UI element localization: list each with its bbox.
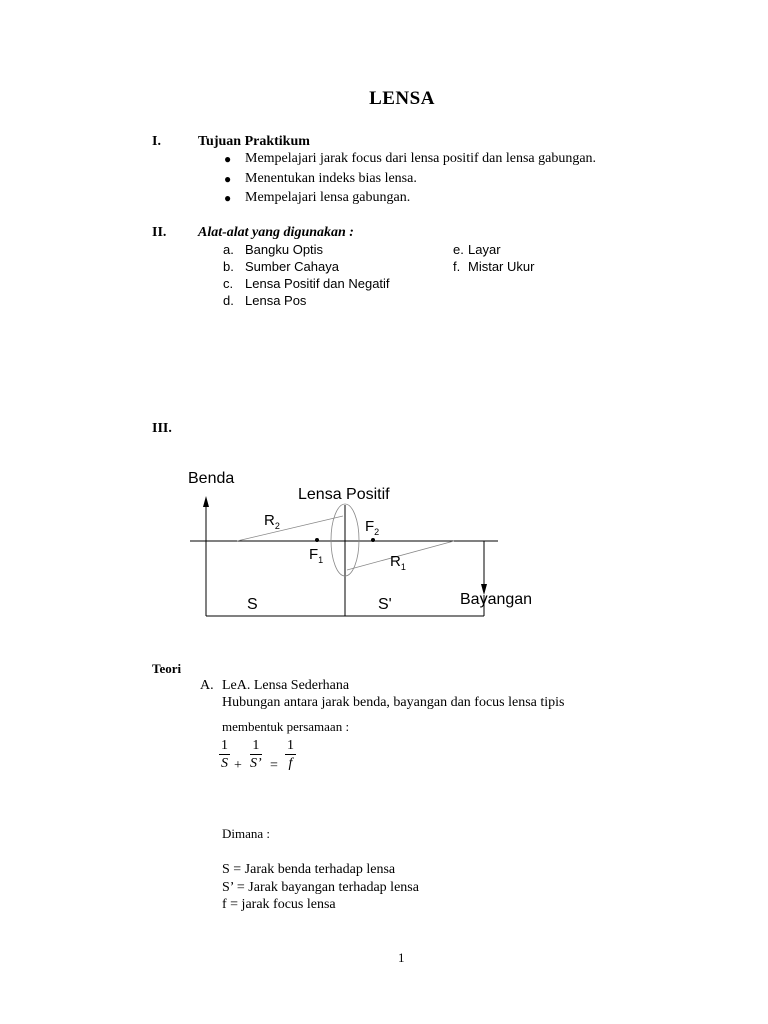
dimana-label: Dimana : [222, 826, 271, 841]
fraction-denominator: S [221, 756, 228, 771]
section-3-number: III. [152, 421, 172, 436]
label-s-prime: S' [378, 596, 392, 613]
fraction-denominator: S’ [250, 756, 262, 771]
bullet-icon: ● [224, 152, 232, 166]
ray-r2 [237, 516, 343, 541]
label-r1: $R_1$ [390, 553, 406, 572]
fraction-numerator: 1 [221, 738, 228, 753]
teori-heading: Teori [152, 661, 182, 676]
section-2-number: II. [152, 225, 167, 240]
page-title: LENSA [369, 88, 435, 109]
teori-item-title: LeA. Lensa Sederhana [222, 678, 350, 693]
bullet-icon: ● [224, 191, 232, 205]
focal-point-f2 [371, 538, 375, 542]
list-item: Lensa Positif dan Negatif [245, 276, 390, 291]
bullet-icon: ● [224, 172, 232, 186]
list-letter: a. [223, 242, 234, 257]
definition-s-prime: S’ = Jarak bayangan terhadap lensa [222, 880, 419, 895]
label-lensa-positif: Lensa Positif [298, 486, 390, 503]
fraction-denominator: f [288, 756, 293, 771]
label-s: S [247, 596, 258, 613]
fraction-numerator: 1 [287, 738, 294, 753]
label-f1: $F_1$ [309, 546, 324, 565]
fraction-1-over-f [285, 738, 296, 773]
list-item: Mempelajari lensa gabungan. [245, 190, 411, 205]
fraction-1-over-s [219, 738, 230, 773]
list-item: Mempelajari jarak focus dari lensa positif dan lensa gabungan. [245, 151, 597, 166]
list-item: Menentukan indeks bias lensa. [245, 171, 417, 186]
label-benda: Benda [188, 470, 235, 487]
teori-line-1: Hubungan antara jarak benda, bayangan dan focus lensa tipis [222, 695, 565, 710]
list-letter: f. [453, 259, 461, 274]
list-letter: c. [223, 276, 234, 291]
section-1-number: I. [152, 134, 161, 149]
list-letter: e. [453, 242, 464, 257]
page-number: 1 [398, 950, 405, 965]
list-item: Mistar Ukur [468, 259, 535, 274]
section-1-heading: Tujuan Praktikum [198, 134, 310, 149]
list-letter: b. [223, 259, 234, 274]
label-bayangan: Bayangan [460, 591, 533, 608]
focal-point-f1 [315, 538, 319, 542]
teori-item-letter: A. [200, 678, 214, 693]
equals-sign: = [270, 758, 278, 773]
object-arrowhead [203, 496, 209, 507]
list-item: Bangku Optis [245, 242, 324, 257]
list-item: Lensa Pos [245, 293, 307, 308]
fraction-1-over-s-prime [250, 738, 262, 773]
label-f2: $F_2$ [365, 518, 380, 537]
label-r2: $R_2$ [264, 512, 280, 531]
plus-sign: + [234, 758, 242, 773]
definition-f: f = jarak focus lensa [222, 897, 336, 912]
section-2-heading: Alat-alat yang digunakan : [198, 225, 354, 240]
list-item: Sumber Cahaya [245, 259, 339, 274]
list-letter: d. [223, 293, 234, 308]
fraction-numerator: 1 [250, 738, 262, 755]
teori-line-2: membentuk persamaan : [222, 719, 350, 734]
list-item: Layar [468, 242, 501, 257]
definition-s: S = Jarak benda terhadap lensa [222, 862, 396, 877]
